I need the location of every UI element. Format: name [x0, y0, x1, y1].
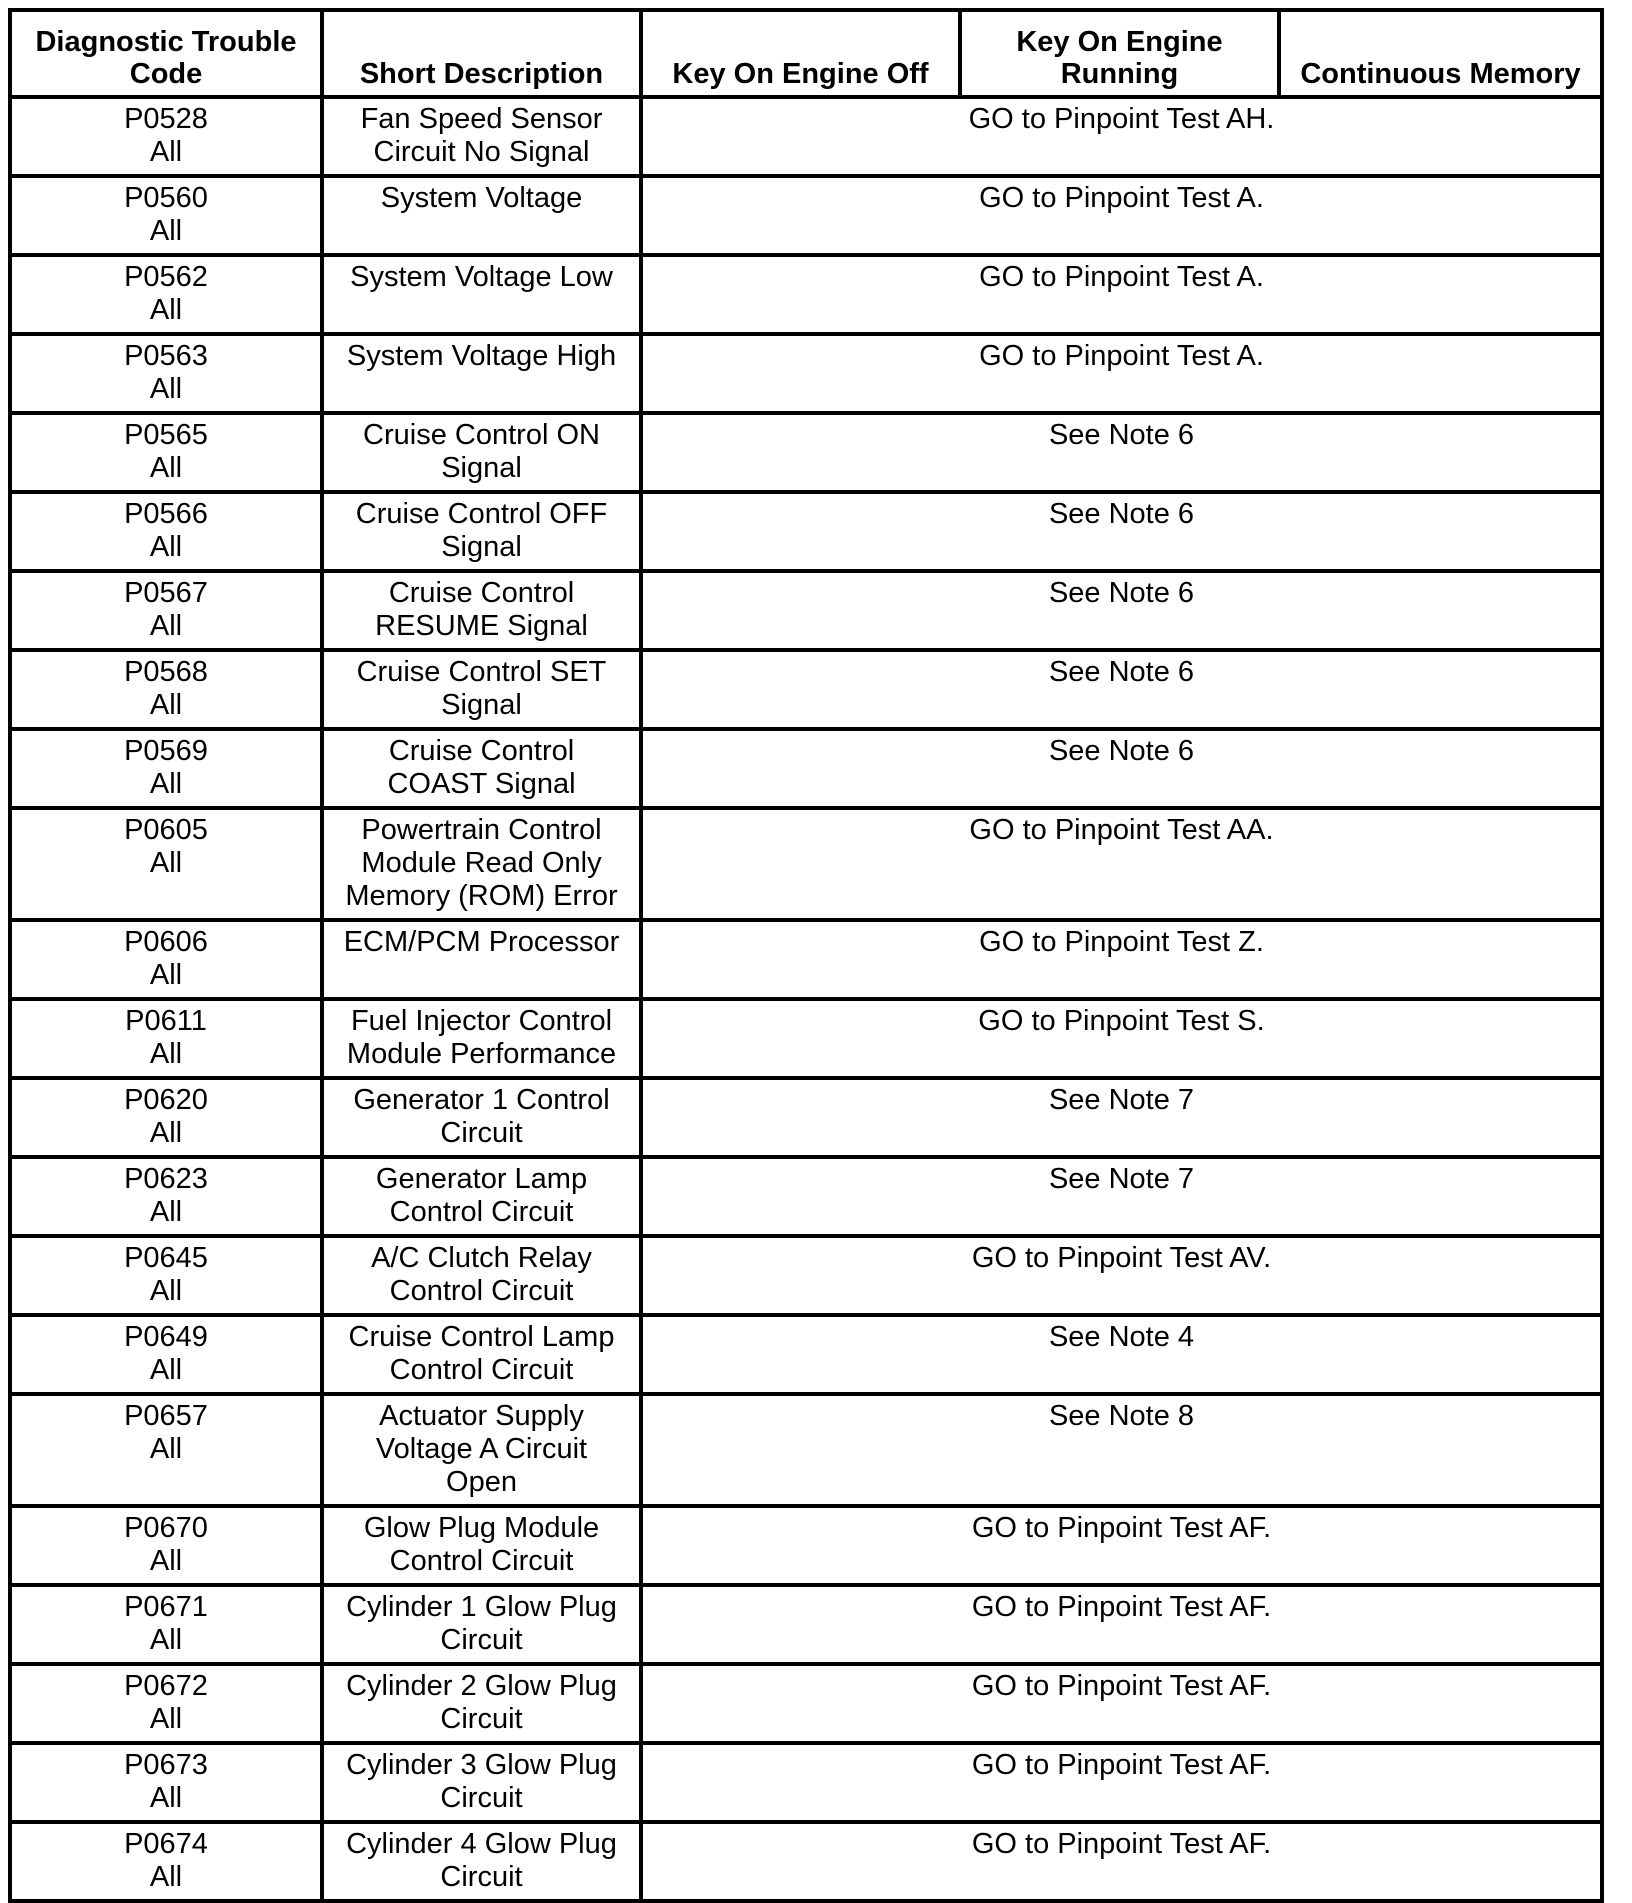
short-description-line: Circuit — [440, 1782, 523, 1814]
action-text: GO to Pinpoint Test AH. — [968, 103, 1275, 135]
dtc-code-cell — [10, 492, 322, 571]
action-text: See Note 4 — [1048, 1321, 1195, 1353]
dtc-code: P0566 — [124, 498, 208, 530]
short-description-line: Cruise Control — [388, 735, 575, 767]
dtc-code-cell — [10, 571, 322, 650]
short-description-cell — [322, 492, 641, 571]
dtc-scope: All — [149, 1861, 183, 1893]
header-dtc-line: Code — [129, 58, 203, 90]
short-description-cell — [322, 920, 641, 999]
action-cell — [641, 1394, 1602, 1506]
header-row — [10, 10, 1602, 97]
header-dtc-line: Diagnostic Trouble — [35, 26, 297, 58]
action-text: GO to Pinpoint Test AA. — [969, 814, 1274, 846]
short-description-cell — [322, 1394, 641, 1506]
table-row — [10, 255, 1602, 334]
short-description-line: Cruise Control — [388, 577, 575, 609]
short-description-line: RESUME Signal — [375, 610, 588, 642]
dtc-scope: All — [149, 1433, 183, 1465]
short-description-line: Cruise Control ON — [363, 419, 600, 451]
table-row — [10, 1664, 1602, 1743]
dtc-code: P0672 — [124, 1670, 208, 1702]
short-description-cell — [322, 1822, 641, 1901]
action-cell — [641, 999, 1602, 1078]
action-text: See Note 6 — [1048, 498, 1195, 530]
short-description-cell — [322, 729, 641, 808]
table-row — [10, 413, 1602, 492]
short-description-line: Powertrain Control — [361, 814, 602, 846]
dtc-code: P0605 — [124, 814, 208, 846]
action-text: GO to Pinpoint Test A. — [979, 182, 1264, 214]
dtc-code: P0671 — [124, 1591, 208, 1623]
action-cell — [641, 808, 1602, 920]
dtc-scope: All — [149, 1782, 183, 1814]
action-text: GO to Pinpoint Test Z. — [979, 926, 1264, 958]
action-cell — [641, 1506, 1602, 1585]
table-row — [10, 1506, 1602, 1585]
table-row — [10, 176, 1602, 255]
action-text: GO to Pinpoint Test AF. — [971, 1749, 1272, 1781]
action-cell — [641, 1585, 1602, 1664]
dtc-scope: All — [149, 1703, 183, 1735]
header-dtc — [10, 10, 322, 97]
short-description-line: Cylinder 4 Glow Plug — [346, 1828, 617, 1860]
dtc-scope: All — [149, 1275, 183, 1307]
short-description-line: Voltage A Circuit — [375, 1433, 588, 1465]
dtc-code-cell — [10, 1822, 322, 1901]
dtc-scope: All — [149, 294, 183, 326]
short-description-line: Generator Lamp — [375, 1163, 588, 1195]
dtc-code-cell — [10, 1585, 322, 1664]
short-description-cell — [322, 808, 641, 920]
table-row — [10, 1394, 1602, 1506]
dtc-code-cell — [10, 650, 322, 729]
short-description-line: Fuel Injector Control — [350, 1005, 613, 1037]
short-description-line: Cylinder 3 Glow Plug — [346, 1749, 617, 1781]
action-cell — [641, 729, 1602, 808]
table-row — [10, 729, 1602, 808]
short-description-line: Signal — [441, 452, 522, 484]
action-cell — [641, 1236, 1602, 1315]
short-description-line: Open — [446, 1466, 517, 1498]
dtc-code-cell — [10, 334, 322, 413]
dtc-code-cell — [10, 413, 322, 492]
short-description-line: Actuator Supply — [379, 1400, 584, 1432]
header-koer-line: Running — [1060, 58, 1179, 90]
table-row — [10, 1157, 1602, 1236]
dtc-scope: All — [149, 215, 183, 247]
header-continuous-memory — [1279, 10, 1602, 97]
dtc-code-cell — [10, 255, 322, 334]
dtc-scope: All — [149, 1624, 183, 1656]
short-description-cell — [322, 1664, 641, 1743]
dtc-code-cell — [10, 920, 322, 999]
dtc-code: P0649 — [124, 1321, 208, 1353]
short-description-line: Circuit — [440, 1861, 523, 1893]
table-row — [10, 571, 1602, 650]
short-description-line: Circuit — [440, 1624, 523, 1656]
action-text: See Note 6 — [1048, 735, 1195, 767]
table-row — [10, 97, 1602, 176]
dtc-code: P0569 — [124, 735, 208, 767]
short-description-cell — [322, 255, 641, 334]
short-description-line: Cylinder 1 Glow Plug — [346, 1591, 617, 1623]
table-row — [10, 808, 1602, 920]
action-cell — [641, 334, 1602, 413]
header-key-on-engine-off — [641, 10, 960, 97]
dtc-code: P0645 — [124, 1242, 208, 1274]
table-row — [10, 1236, 1602, 1315]
short-description-cell — [322, 97, 641, 176]
short-description-cell — [322, 1078, 641, 1157]
short-description-line: Generator 1 Control — [353, 1084, 610, 1116]
dtc-code: P0528 — [124, 103, 208, 135]
dtc-code-cell — [10, 729, 322, 808]
header-short-description-line: Short Description — [359, 58, 604, 90]
action-text: GO to Pinpoint Test AF. — [971, 1512, 1272, 1544]
action-text: GO to Pinpoint Test AV. — [971, 1242, 1272, 1274]
short-description-line: Control Circuit — [389, 1354, 574, 1386]
header-koeo-line: Key On Engine Off — [672, 58, 929, 90]
short-description-line: Signal — [441, 689, 522, 721]
dtc-scope: All — [149, 1545, 183, 1577]
action-text: GO to Pinpoint Test AF. — [971, 1828, 1272, 1860]
action-text: GO to Pinpoint Test AF. — [971, 1670, 1272, 1702]
action-cell — [641, 1157, 1602, 1236]
dtc-code-cell — [10, 1743, 322, 1822]
action-cell — [641, 1664, 1602, 1743]
dtc-code-cell — [10, 1315, 322, 1394]
short-description-cell — [322, 650, 641, 729]
dtc-code: P0565 — [124, 419, 208, 451]
dtc-code: P0562 — [124, 261, 208, 293]
header-continuous-memory-line: Continuous Memory — [1300, 58, 1581, 90]
short-description-line: Circuit No Signal — [373, 136, 590, 168]
dtc-scope: All — [149, 1038, 183, 1070]
short-description-line: Cylinder 2 Glow Plug — [346, 1670, 617, 1702]
short-description-cell — [322, 1157, 641, 1236]
dtc-code: P0560 — [124, 182, 208, 214]
action-text: See Note 6 — [1048, 656, 1195, 688]
short-description-line: Cruise Control Lamp — [348, 1321, 615, 1353]
short-description-cell — [322, 1585, 641, 1664]
action-cell — [641, 1822, 1602, 1901]
dtc-scope: All — [149, 689, 183, 721]
dtc-scope: All — [149, 452, 183, 484]
short-description-line: System Voltage High — [346, 340, 617, 372]
dtc-code: P0611 — [125, 1005, 207, 1037]
action-cell — [641, 1315, 1602, 1394]
dtc-code-cell — [10, 1664, 322, 1743]
table-row — [10, 1743, 1602, 1822]
dtc-scope: All — [149, 610, 183, 642]
dtc-code: P0567 — [124, 577, 208, 609]
dtc-code-cell — [10, 1394, 322, 1506]
short-description-line: System Voltage — [380, 182, 583, 214]
short-description-line: System Voltage Low — [350, 261, 613, 293]
action-text: GO to Pinpoint Test A. — [979, 340, 1264, 372]
action-text: See Note 6 — [1048, 577, 1195, 609]
short-description-cell — [322, 1506, 641, 1585]
action-text: See Note 8 — [1048, 1400, 1195, 1432]
short-description-line: Module Read Only — [361, 847, 602, 879]
table-row — [10, 1585, 1602, 1664]
short-description-line: Control Circuit — [389, 1275, 574, 1307]
action-text: GO to Pinpoint Test S. — [978, 1005, 1265, 1037]
dtc-code: P0623 — [124, 1163, 208, 1195]
action-cell — [641, 492, 1602, 571]
action-cell — [641, 571, 1602, 650]
short-description-cell — [322, 999, 641, 1078]
short-description-line: Circuit — [440, 1117, 523, 1149]
header-koer-line: Key On Engine — [1016, 26, 1223, 58]
dtc-code: P0657 — [124, 1400, 208, 1432]
dtc-scope: All — [149, 136, 183, 168]
table-row — [10, 650, 1602, 729]
dtc-code-cell — [10, 1078, 322, 1157]
short-description-cell — [322, 176, 641, 255]
short-description-line: ECM/PCM Processor — [343, 926, 620, 958]
action-cell — [641, 920, 1602, 999]
action-text: GO to Pinpoint Test AF. — [971, 1591, 1272, 1623]
header-short-description — [322, 10, 641, 97]
action-text: See Note 7 — [1048, 1084, 1195, 1116]
short-description-line: Control Circuit — [389, 1545, 574, 1577]
short-description-line: Fan Speed Sensor — [360, 103, 603, 135]
short-description-line: Glow Plug Module — [363, 1512, 600, 1544]
table-row — [10, 1315, 1602, 1394]
action-cell — [641, 176, 1602, 255]
dtc-scope: All — [149, 1354, 183, 1386]
dtc-table — [8, 8, 1604, 1903]
short-description-line: Signal — [441, 531, 522, 563]
dtc-scope: All — [149, 959, 183, 991]
short-description-line: Control Circuit — [389, 1196, 574, 1228]
table-body — [10, 97, 1602, 1901]
dtc-scope: All — [149, 768, 183, 800]
dtc-code-cell — [10, 176, 322, 255]
action-cell — [641, 1743, 1602, 1822]
table-row — [10, 920, 1602, 999]
dtc-scope: All — [149, 1196, 183, 1228]
short-description-line: Cruise Control SET — [356, 656, 607, 688]
action-text: See Note 6 — [1048, 419, 1195, 451]
short-description-line: COAST Signal — [387, 768, 576, 800]
short-description-cell — [322, 413, 641, 492]
action-text: See Note 7 — [1048, 1163, 1195, 1195]
dtc-code: P0620 — [124, 1084, 208, 1116]
table-row — [10, 999, 1602, 1078]
dtc-scope: All — [149, 373, 183, 405]
dtc-code-cell — [10, 1506, 322, 1585]
dtc-code-cell — [10, 808, 322, 920]
action-text: GO to Pinpoint Test A. — [979, 261, 1264, 293]
action-cell — [641, 1078, 1602, 1157]
table-row — [10, 1822, 1602, 1901]
dtc-code-cell — [10, 1157, 322, 1236]
short-description-line: Memory (ROM) Error — [345, 880, 618, 912]
short-description-line: Module Performance — [346, 1038, 617, 1070]
short-description-line: A/C Clutch Relay — [371, 1242, 592, 1274]
action-cell — [641, 97, 1602, 176]
table-row — [10, 334, 1602, 413]
short-description-cell — [322, 1315, 641, 1394]
short-description-cell — [322, 1236, 641, 1315]
short-description-cell — [322, 334, 641, 413]
dtc-code: P0674 — [124, 1828, 208, 1860]
dtc-code: P0606 — [124, 926, 208, 958]
header-key-on-engine-running — [960, 10, 1279, 97]
dtc-scope: All — [149, 847, 183, 879]
dtc-code-cell — [10, 999, 322, 1078]
action-cell — [641, 255, 1602, 334]
dtc-scope: All — [149, 531, 183, 563]
dtc-code: P0568 — [124, 656, 208, 688]
short-description-line: Circuit — [440, 1703, 523, 1735]
dtc-code: P0563 — [124, 340, 208, 372]
dtc-code: P0673 — [124, 1749, 208, 1781]
short-description-cell — [322, 571, 641, 650]
action-cell — [641, 413, 1602, 492]
action-cell — [641, 650, 1602, 729]
dtc-code-cell — [10, 1236, 322, 1315]
dtc-code: P0670 — [124, 1512, 208, 1544]
dtc-code-cell — [10, 97, 322, 176]
short-description-line: Cruise Control OFF — [355, 498, 608, 530]
dtc-scope: All — [149, 1117, 183, 1149]
table-row — [10, 492, 1602, 571]
table-row — [10, 1078, 1602, 1157]
short-description-cell — [322, 1743, 641, 1822]
